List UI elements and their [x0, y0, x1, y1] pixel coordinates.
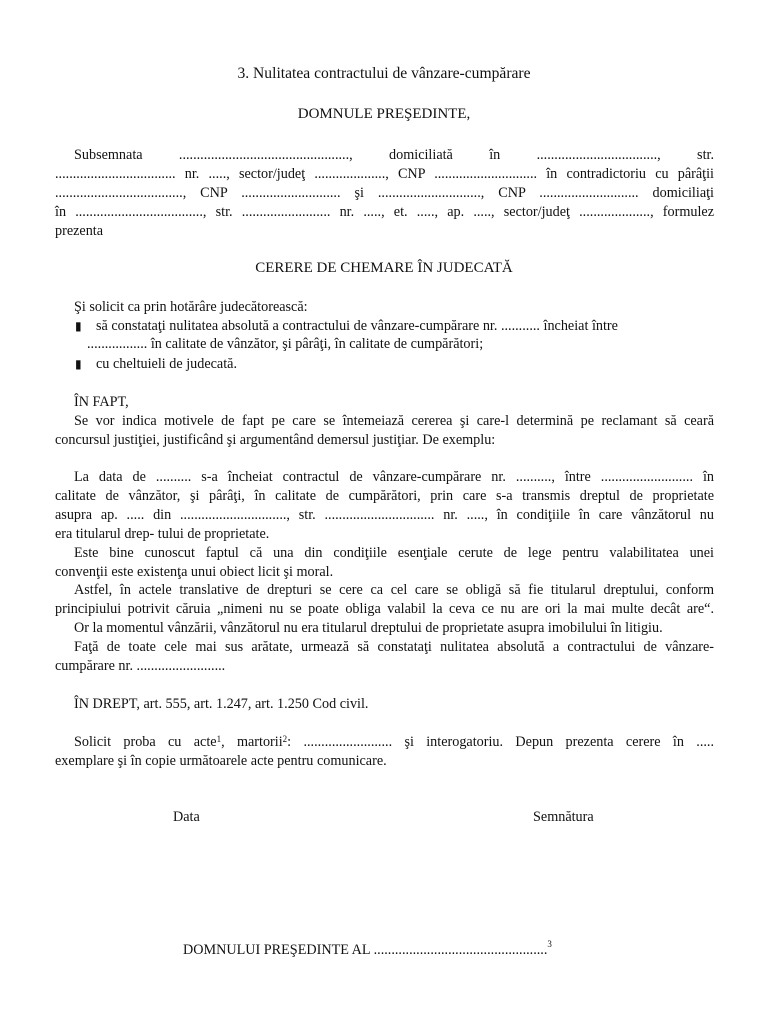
closing-address	[183, 939, 552, 959]
example-line: era titularul drep- tului de proprietate.	[55, 525, 270, 542]
request-bullet-1-continuation: ................. în calitate de vânzător, şi pârâţi, în calitate de cumpărători;	[87, 336, 484, 352]
request-intro-text: Şi solicit ca prin hotărâre judecătorească:	[74, 299, 308, 315]
request-heading: CERERE DE CHEMARE ÎN JUDECATĂ	[255, 260, 513, 276]
facts-section	[55, 393, 714, 450]
evidence-paragraph	[55, 733, 714, 771]
document-title: 3. Nulitatea contractului de vânzare-cumpărare	[237, 65, 531, 82]
example-paragraph	[55, 468, 714, 676]
facts-line: Se vor indica motivele de fapt pe care se întemeiază cererea şi care-l determină pe reclamant să ceară	[74, 412, 714, 429]
example-line: La data de .......... s-a încheiat contractul de vânzare-cumpărare nr. .........., între .......................... în	[74, 469, 714, 485]
request-intro	[55, 298, 714, 317]
example-line: convenţii este existenţa unui obiect licit şi moral.	[55, 563, 334, 580]
example-line: Este bine cunoscut faptul că una din condiţiile esenţiale cerute de lege pentru valabilitatea unei	[74, 544, 714, 561]
intro-paragraph	[55, 146, 714, 241]
law-paragraph	[55, 695, 714, 714]
example-line: cumpărare nr. .........................	[55, 658, 226, 675]
date-label: Data	[173, 809, 200, 825]
example-line: asupra ap. ..... din .............................., str. ............................... nr. ....., în condiţiile în care vânzătorul nu	[55, 506, 714, 523]
intro-line: ...................................., CNP ............................ şi ............................., CNP ............................ domiciliaţi	[55, 184, 714, 201]
bullet-text: cu cheltuieli de judecată.	[96, 356, 238, 372]
evidence-text: Solicit proba cu acte	[74, 734, 217, 750]
example-line: Or la momentul vânzării, vânzătorul nu era titularul dreptului de proprietate asupra imobilului în litigiu.	[74, 620, 663, 637]
facts-line: concursul justiţiei, justificând şi argumentând demersul justiţiar. De exemplu:	[55, 431, 496, 448]
bullet-marker-icon: ▮	[75, 357, 82, 371]
example-line: principiului potrivit căruia „nimeni nu se poate obliga valabil la ceva ce nu are ori la mai multe decât are“.	[55, 601, 714, 618]
evidence-line	[55, 733, 714, 752]
example-line: Astfel, în actele translative de drepturi se cere ca cel care se obligă să fie titularul dreptului, conform	[74, 582, 714, 599]
bullet-marker-icon: ▮	[75, 319, 82, 333]
intro-line: Subsemnata ................................................, domiciliată în .................................., str.	[74, 147, 714, 163]
footnote-ref: 1	[216, 734, 222, 744]
signature-label: Semnătura	[533, 809, 594, 825]
intro-line: în ...................................., str. ......................... nr. ....., et. ....., ap. ....., sector/judeţ ...................., formulez	[55, 203, 714, 220]
evidence-line: exemplare şi în copie următoarele acte pentru comunicare.	[55, 752, 387, 769]
salutation: DOMNULE PREŞEDINTE,	[297, 106, 471, 122]
footnote-ref: 2	[282, 734, 288, 744]
intro-line: .................................. nr. ....., sector/judeţ ...................., CNP ............................. în contradictoriu cu pârâţii	[55, 165, 714, 182]
closing-text: DOMNULUI PREŞEDINTE AL .................................................	[183, 942, 548, 958]
law-line: ÎN DREPT, art. 555, art. 1.247, art. 1.250 Cod civil.	[74, 696, 369, 712]
example-line: Faţă de toate cele mai sus arătate, urmează să constataţi nulitatea absolută a contractului de vânzare-	[74, 639, 714, 656]
intro-line: prezenta	[55, 222, 104, 239]
footnote-ref: 3	[547, 939, 552, 949]
evidence-text: , martorii	[221, 734, 283, 750]
facts-heading: ÎN FAPT,	[74, 394, 129, 410]
example-line: calitate de vânzător, şi pârâţi, în calitate de cumpărători, prin care s-a transmis dreptul de proprietate	[55, 487, 714, 504]
evidence-text: : ......................... şi interogatoriu. Depun prezenta cerere în .....	[287, 734, 715, 750]
bullet-text: să constataţi nulitatea absolută a contractului de vânzare-cumpărare nr. ........... încheiat între	[96, 318, 618, 334]
